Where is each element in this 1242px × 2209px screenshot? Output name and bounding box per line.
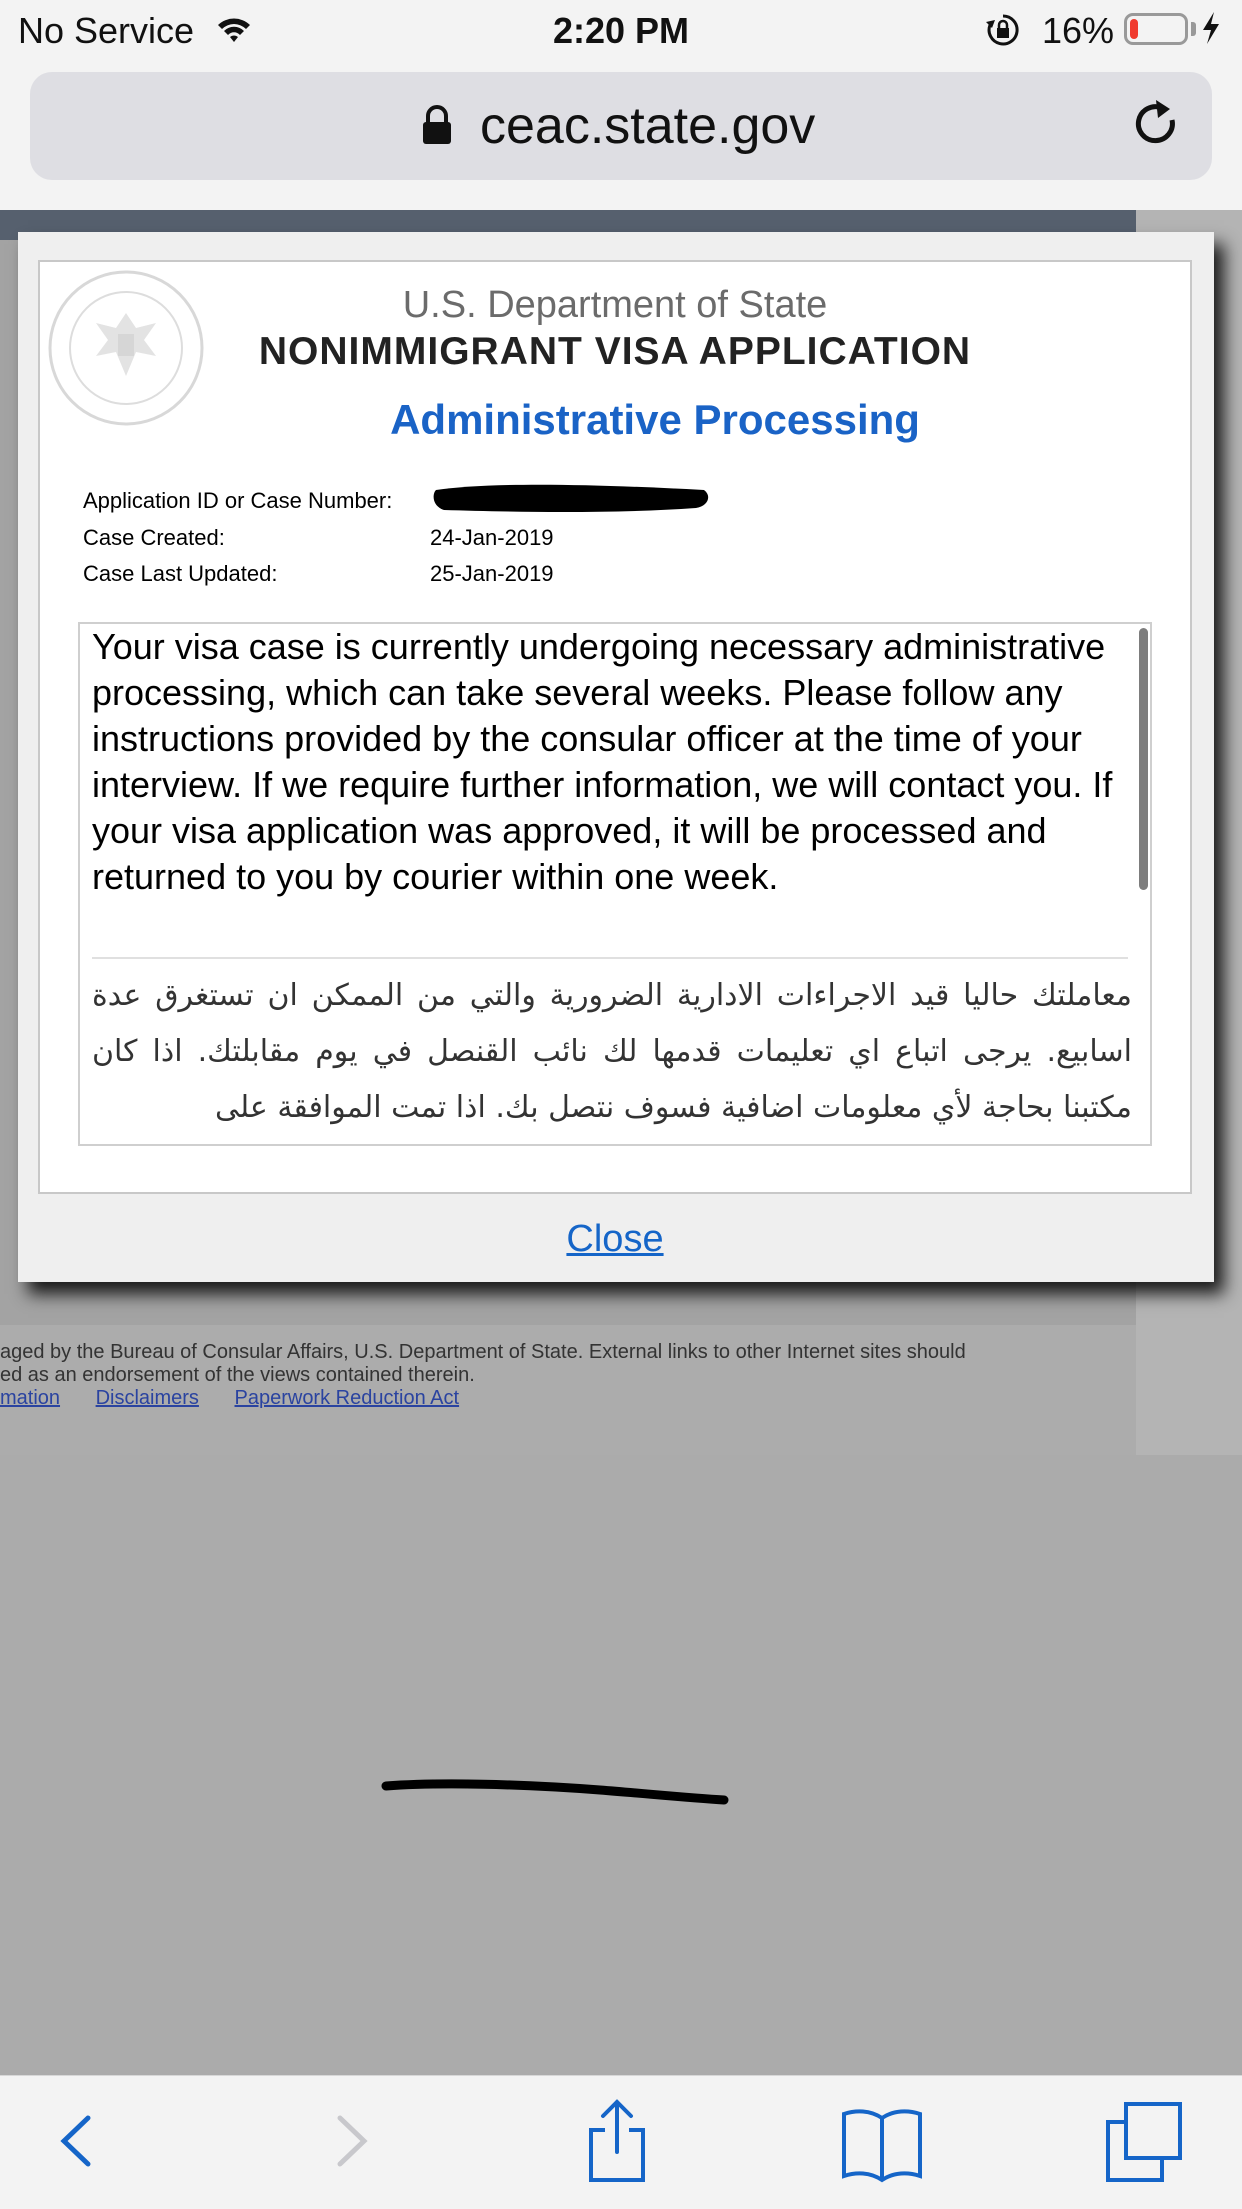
footer-text-line-1: aged by the Bureau of Consular Affairs, U.S. Department of State. External links to other Internet sites should [0,1341,966,1363]
application-title: NONIMMIGRANT VISA APPLICATION [258,330,972,373]
url-text[interactable]: ceac.state.gov [480,97,816,155]
status-message-english: Your visa case is currently undergoing necessary administrative processing, which can take several weeks. Please follow any instructions provided by the consular officer at the time of your interview. If we require further information, we will contact you. If your visa application was approved, it will be processed and returned to you by courier within one week. [92,626,1113,897]
footer-text-line-2: ed as an endorsement of the views contained therein. [0,1364,475,1386]
bookmarks-icon[interactable] [840,2098,924,2189]
status-message-arabic: معاملتك حاليا قيد الاجراءات الادارية الضرورية والتي من الممكن ان تستغرق عدة اسابيع. يرجى اتباع اي تعليمات قدمها لك نائب القنصل في يوم مقابلتك. اذا كان مكتبنا بحاجة لأي معلومات اضافية فسوف نتصل بك. اذا تمت الموافقة على [92,978,1132,1125]
battery-percent: 16% [1042,10,1115,51]
case-created-label: Case Created: [83,525,225,550]
status-heading: Administrative Processing [390,396,920,443]
back-icon[interactable] [56,2098,96,2189]
redaction-scribble [380,1778,730,1823]
page-footer [0,1325,1136,1455]
footer-link-information[interactable]: mation [0,1387,61,1409]
close-link[interactable]: Close [566,1218,664,1260]
scrollbar[interactable] [1139,628,1148,890]
case-number-label: Application ID or Case Number: [83,488,393,513]
charging-bolt-icon [1200,10,1222,55]
footer-link-paperwork[interactable]: Paperwork Reduction Act [234,1387,460,1409]
forward-icon[interactable] [332,2098,372,2189]
orientation-lock-icon [985,12,1021,57]
battery-icon [1124,13,1188,45]
redacted-case-number [432,480,712,516]
carrier-label: No Service [18,10,195,51]
battery-level [1130,19,1138,39]
lock-icon [420,104,454,151]
arabic-message-viewport [80,960,1150,1144]
tabs-icon[interactable] [1104,2098,1184,2189]
case-created-value: 24-Jan-2019 [430,525,554,550]
case-updated-label: Case Last Updated: [83,561,278,586]
message-divider [92,957,1128,959]
battery-nub [1191,22,1196,36]
case-updated-value: 25-Jan-2019 [430,561,554,586]
status-bar [0,0,1242,62]
share-icon[interactable] [585,2098,649,2189]
department-name: U.S. Department of State [402,284,828,326]
clock: 2:20 PM [552,10,690,51]
footer-link-disclaimers[interactable]: Disclaimers [95,1387,199,1409]
reload-icon[interactable] [1132,98,1182,157]
